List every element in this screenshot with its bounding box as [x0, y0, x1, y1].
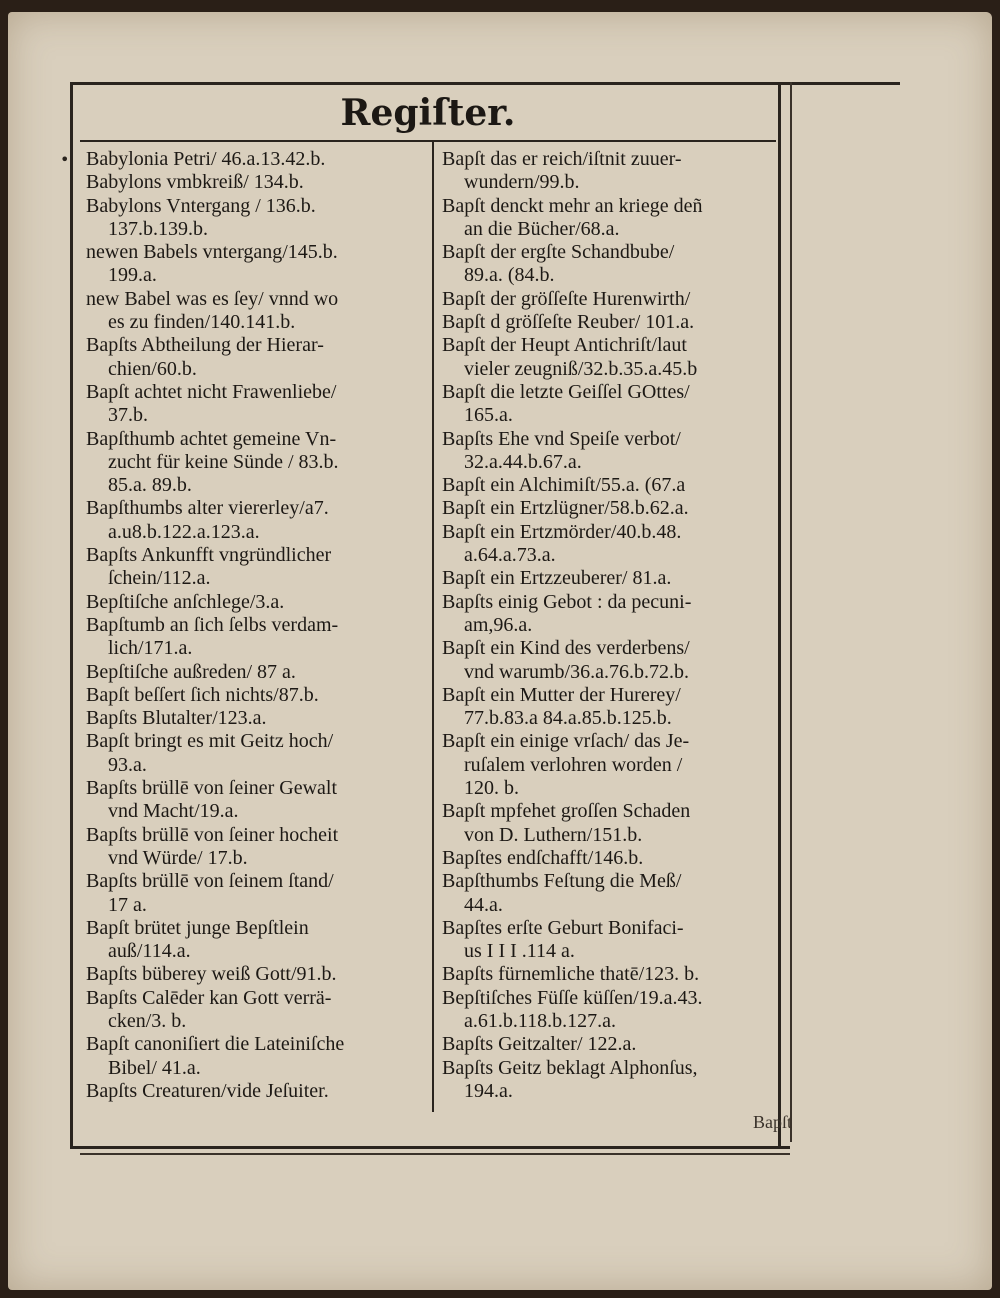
index-line: vnd Macht/19.a. [108, 800, 239, 823]
index-line: Bapſts Abtheilung der Hierar- [86, 334, 324, 357]
index-line: am,96.a. [464, 613, 533, 636]
index-line: Bapſts fürnemliche thatē/123. b. [442, 963, 700, 986]
index-line: us I I I .114 a. [464, 940, 575, 963]
index-line: Babylons vmbkreiß/ 134.b. [86, 171, 304, 194]
index-line: Bapſts brüllē von ſeiner hocheit [86, 823, 339, 846]
index-line: Bapſthumb achtet gemeine Vn- [86, 427, 337, 450]
index-line: vnd Würde/ 17.b. [108, 846, 248, 869]
index-line: 199.a. [108, 264, 157, 287]
index-line: Bapſt brütet junge Bepſtlein [86, 916, 309, 939]
index-line: Bapſt ein Ertzzeuberer/ 81.a. [442, 567, 672, 590]
index-line: Bapſt ein einige vrſach/ das Je- [442, 730, 690, 753]
frame-right-rule [778, 82, 781, 1147]
index-line: ruſalem verlohren worden / [464, 753, 683, 776]
index-line: 44.a. [464, 893, 503, 916]
index-line: new Babel was es ſey/ vnnd wo [86, 287, 339, 310]
margin-mark: • [60, 150, 70, 169]
index-line: Bapſt ein Ertzlügner/58.b.62.a. [442, 497, 689, 520]
frame-top-rule [70, 82, 900, 85]
index-line: 89.a. (84.b. [464, 264, 555, 287]
index-line: Bapſt canoniſiert die Lateiniſche [86, 1033, 345, 1056]
bottom-rule-secondary [80, 1153, 790, 1155]
index-line: Babylonia Petri/ 46.a.13.42.b. [86, 148, 326, 170]
index-line: Bapſts Creaturen/vide Jeſuiter. [86, 1079, 329, 1102]
index-line: 194.a. [464, 1079, 513, 1102]
index-line: zucht für keine Sünde / 83.b. [108, 450, 339, 473]
index-line: Bapſts Geitzalter/ 122.a. [442, 1033, 637, 1056]
index-line: vieler zeugniß/32.b.35.a.45.b [464, 357, 698, 380]
index-line: 137.b.139.b. [108, 217, 208, 240]
index-line: von D. Luthern/151.b. [464, 823, 643, 846]
index-line: Bapſtumb an ſich ſelbs verdam- [86, 613, 339, 636]
index-line: 77.b.83.a 84.a.85.b.125.b. [464, 707, 672, 730]
index-line: cken/3. b. [108, 1009, 187, 1032]
index-line: Bapſt die letzte Geiſſel GOttes/ [442, 380, 690, 403]
index-line: 37.b. [108, 404, 148, 427]
left-column [86, 148, 430, 1103]
index-line: Bapſt beſſert ſich nichts/87.b. [86, 683, 319, 706]
index-line: Bapſts Ehe vnd Speiſe verbot/ [442, 427, 681, 450]
index-line: Bapſt das er reich/iſtnit zuuer- [442, 148, 682, 170]
index-line: Bapſts brüllē von ſeinem ſtand/ [86, 870, 334, 893]
index-line: Bapſts büberey weiß Gott/91.b. [86, 963, 337, 986]
right-column [442, 148, 776, 1103]
index-line: 93.a. [108, 753, 147, 776]
index-line: Bapſt ein Ertzmörder/40.b.48. [442, 520, 682, 543]
index-line: a.64.a.73.a. [464, 544, 556, 567]
index-line: wundern/99.b. [464, 171, 580, 194]
index-line: an die Bücher/68.a. [464, 217, 620, 240]
index-line: Bapſt ein Mutter der Hurerey/ [442, 683, 681, 706]
index-line: Bibel/ 41.a. [108, 1056, 201, 1079]
index-line: ſchein/112.a. [108, 567, 211, 590]
index-line: Bepſtiſche anſchlege/3.a. [86, 590, 285, 613]
index-line: Bapſtes erſte Geburt Bonifaci- [442, 916, 684, 939]
index-line: es zu finden/140.141.b. [108, 311, 296, 334]
frame-left-rule [70, 82, 73, 1147]
index-line: auß/114.a. [108, 940, 191, 963]
index-line: vnd warumb/36.a.76.b.72.b. [464, 660, 689, 683]
index-line: Bapſt der ergſte Schandbube/ [442, 241, 675, 264]
index-line: Bepſtiſche außreden/ 87 a. [86, 660, 296, 683]
bottom-rule [70, 1146, 790, 1149]
index-line: Bapſt bringt es mit Geitz hoch/ [86, 730, 334, 753]
index-line: 165.a. [464, 404, 513, 427]
index-line: Bapſt achtet nicht Frawenliebe/ [86, 380, 337, 403]
index-line: a.u8.b.122.a.123.a. [108, 520, 260, 543]
title-rule [80, 140, 776, 142]
index-line: Bapſt ein Alchimiſt/55.a. (67.a [442, 474, 686, 497]
index-line: Bapſt der Heupt Antichriſt/laut [442, 334, 687, 357]
index-line: 120. b. [464, 777, 519, 800]
index-line: Bepſtiſches Füſſe küſſen/19.a.43. [442, 986, 703, 1009]
index-line: Bapſts brüllē von ſeiner Gewalt [86, 777, 338, 800]
index-line: 17 a. [108, 893, 147, 916]
index-line: Bapſts Ankunfft vngründlicher [86, 544, 332, 567]
index-line: Bapſts Blutalter/123.a. [86, 707, 267, 730]
index-line: Bapſts einig Gebot : da pecuni- [442, 590, 692, 613]
index-line: Bapſthumbs alter viererley/a7. [86, 497, 329, 520]
frame-outer-right-rule [790, 82, 792, 1142]
index-line: newen Babels vntergang/145.b. [86, 241, 338, 264]
index-line: Bapſt denckt mehr an kriege deñ [442, 194, 703, 217]
index-line: chien/60.b. [108, 357, 197, 380]
catchword: Bapſt [753, 1112, 792, 1132]
index-line: 85.a. 89.b. [108, 474, 192, 497]
index-line: Bapſt der gröſſeſte Hurenwirth/ [442, 287, 691, 310]
index-line: Babylons Vntergang / 136.b. [86, 194, 316, 217]
index-line: Bapſt d gröſſeſte Reuber/ 101.a. [442, 311, 695, 334]
index-line: Bapſt mpfehet groſſen Schaden [442, 800, 691, 823]
page-title: Regiſter. [340, 92, 516, 134]
index-line: lich/171.a. [108, 637, 193, 660]
index-line: a.61.b.118.b.127.a. [464, 1009, 617, 1032]
index-line: 32.a.44.b.67.a. [464, 450, 582, 473]
index-line: Bapſts Geitz beklagt Alphonſus, [442, 1056, 698, 1079]
index-line: Bapſts Calēder kan Gott verrä- [86, 986, 332, 1009]
column-divider [432, 142, 434, 1112]
index-line: Bapſt ein Kind des verderbens/ [442, 637, 690, 660]
index-line: Bapſthumbs Feſtung die Meß/ [442, 870, 682, 893]
index-line: Bapſtes endſchafft/146.b. [442, 846, 644, 869]
